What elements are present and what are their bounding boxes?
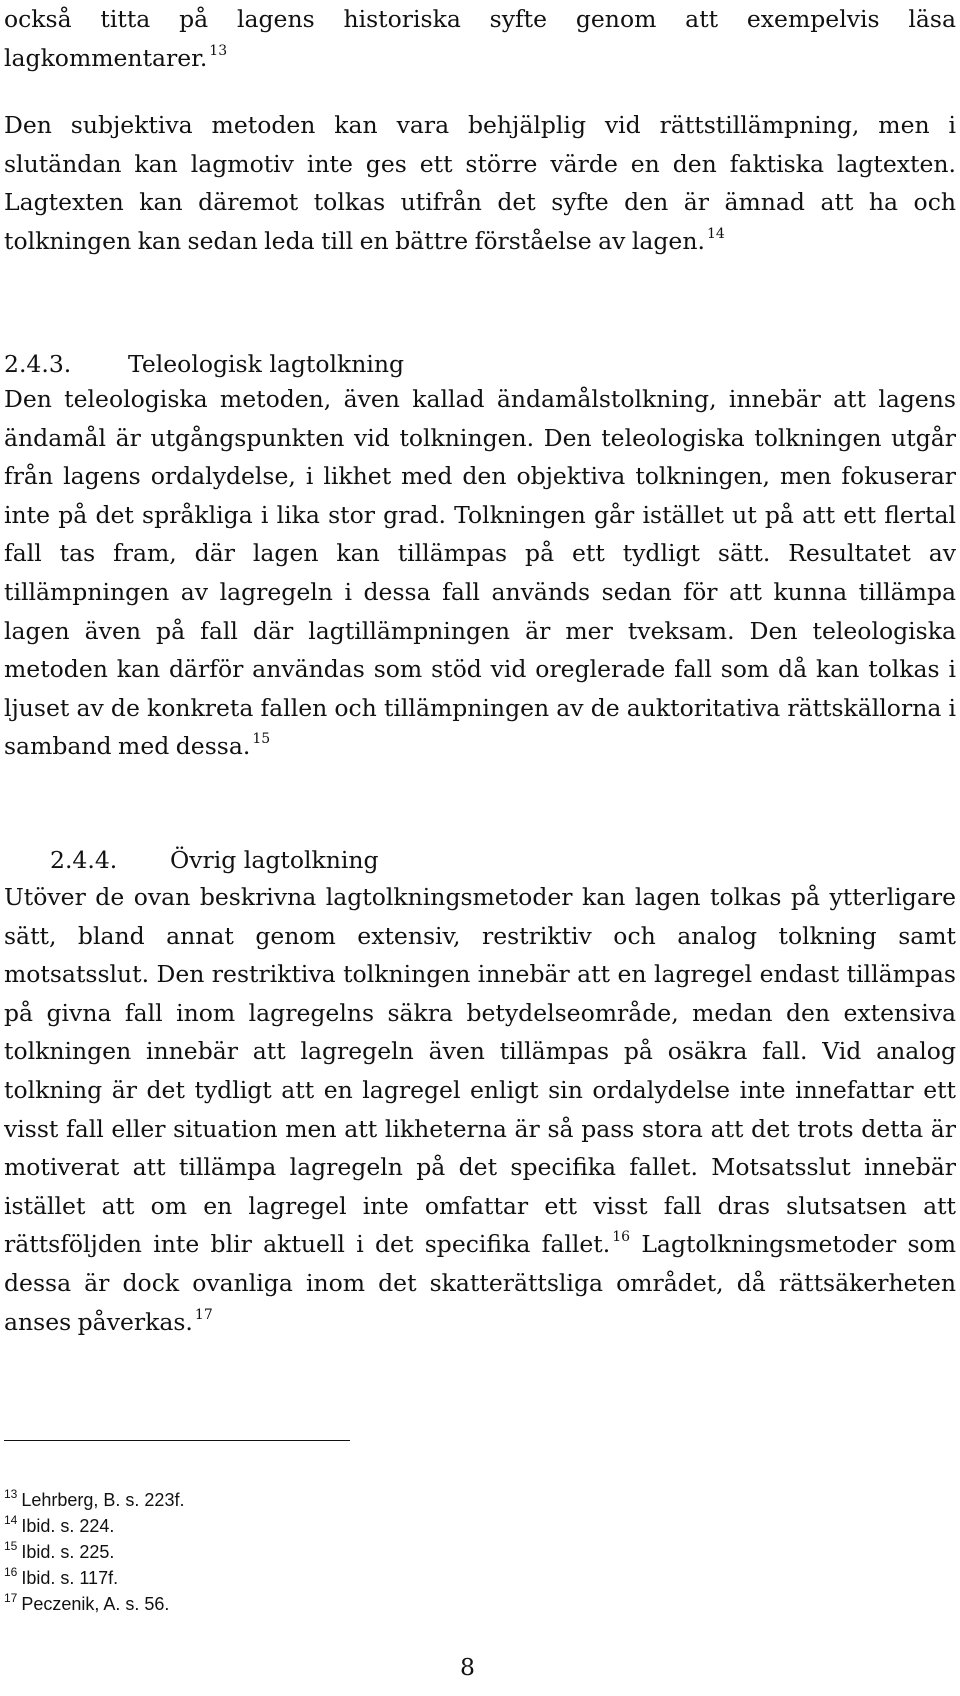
footnote-item: $^{13}$ Lehrberg, B. s. 223f. [4,1487,185,1510]
section-title: Teleologisk lagtolkning [128,350,405,378]
section-number: 2.4.3. [4,350,72,378]
footnote-list [4,1488,184,1618]
footnote-ref-16: 16 [612,1229,631,1246]
footnote-ref-14: 14 [706,225,725,242]
footnote-item: $^{16}$ Ibid. s. 117f. [4,1565,119,1588]
footnote-item: $^{15}$ Ibid. s. 225. [4,1539,115,1562]
footnote-ref-13: 13 [209,42,228,59]
section-heading-2-4-4 [4,841,379,879]
paragraph-teleological: Den teleologiska metoden, även kallad ändamålstolkning, innebär att lagens ändamål är utgångspunkten vid tolkningen. Den teleologiska tolkningen utgår från lagens ordalydelse, i likhet med den objektiva tolkningen, men fokuserar inte på det språkliga i lika stor grad. Tolkningen går istället ut på att ett flertal fall tas fram, där lagen kan tillämpas på ett tydligt sätt. Resultatet av tillämpningen av lagregeln i dessa fall används sedan för att kunna tillämpa lagen även på fall där lagtillämpningen är mer tveksam. Den teleologiska metoden kan därför användas som stöd vid oreglerade fall som då kan tolkas i ljuset av de konkreta fallen och tillämpningen av de auktoritativa rättskällorna i samband med dessa. $^{15}$ [4,385,956,761]
page-number: 8 [460,1653,475,1681]
footnote-item: $^{17}$ Peczenik, A. s. 56. [4,1591,170,1614]
section-title: Övrig lagtolkning [170,846,379,874]
footnote-ref-15: 15 [252,731,271,748]
footnote-item: $^{14}$ Ibid. s. 224. [4,1513,115,1536]
paragraph-subjective-method: Den subjektiva metoden kan vara behjälplig vid rättstillämpning, men i slutändan kan lagmotiv inte ges ett större värde en den faktiska lagtexten. Lagtexten kan däremot tolkas utifrån det syfte den är ämnad att ha och tolkningen kan sedan leda till en bättre förståelse av lagen. $^{14}$ [4,111,956,255]
section-heading-2-4-3 [4,345,404,383]
paragraph-intro: också titta på lagens historiska syfte genom att exempelvis läsa lagkommentarer. $^{13}$ [4,5,956,72]
section-number: 2.4.4. [50,846,118,874]
footnote-ref-17: 17 [194,1306,213,1323]
footnote-divider [4,1440,350,1441]
paragraph-other-interpretation: Utöver de ovan beskrivna lagtolkningsmetoder kan lagen tolkas på ytterligare sätt, bland annat genom extensiv, restriktiv och analog tolkning samt motsatsslut. Den restriktiva tolkningen innebär att en lagregel endast tillämpas på givna fall inom lagregelns säkra betydelseområde, medan den extensiva tolkningen innebär att lagregeln även tillämpas på osäkra fall. Vid analog tolkning är det tydligt att en lagregel enligt sin ordalydelse inte innefattar ett visst fall eller situation men att likheterna är så pass stora att det trots detta är motiverat att tillämpa lagregeln på det specifika fallet. Motsatsslut innebär istället att om en lagregel inte omfattar ett visst fall dras slutsatsen att rättsföljden inte blir aktuell i det specifika fallet. $^{16}$ Lagtolkningsmetoder som dessa är dock ovanliga inom det skatterättsliga området, då rättsäkerheten anses påverkas. $^{17}$ [4,883,956,1336]
